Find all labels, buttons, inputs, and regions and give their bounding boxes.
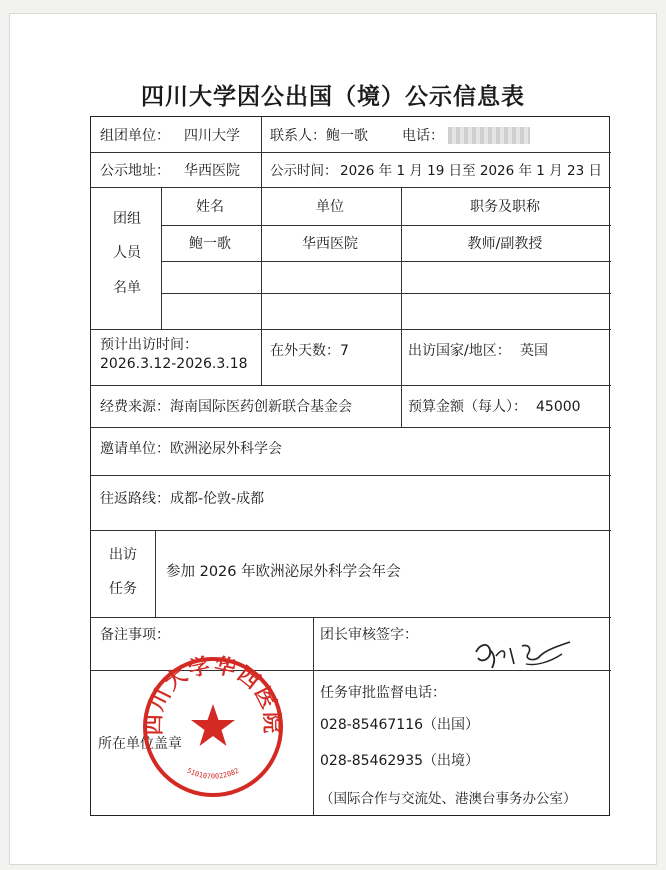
row-divider xyxy=(91,530,611,531)
budget-label: 预算金额（每人）： xyxy=(408,399,527,415)
leader-sign-label: 团长审核签字： xyxy=(320,627,418,643)
member-unit: 华西医院 xyxy=(302,236,358,252)
col-divider xyxy=(261,117,262,187)
route-label: 往返路线： xyxy=(100,491,170,507)
contact-label: 联系人： xyxy=(270,128,326,144)
org-label: 组团单位： xyxy=(100,128,170,144)
header-title: 职务及职称 xyxy=(470,199,540,215)
visit-time-value: 2026.3.12-2026.3.18 xyxy=(100,356,248,372)
supervision-office: （国际合作与交流处、港澳台事务办公室） xyxy=(320,791,577,807)
row-divider xyxy=(161,225,611,226)
funding-label: 经费来源： xyxy=(100,399,170,415)
col-divider xyxy=(401,187,402,427)
member-name: 鲍一歌 xyxy=(189,236,231,252)
stamp-area-label: 所在单位盖章 xyxy=(98,736,182,752)
visit-time-label: 预计出访时间： xyxy=(100,337,198,353)
task-label-2: 任务 xyxy=(109,581,137,597)
days-value: 7 xyxy=(340,343,349,359)
row-divider xyxy=(161,293,611,294)
supervision-phone-out: 028-85467116（出国） xyxy=(320,717,480,733)
official-seal-icon xyxy=(138,652,288,802)
funding-value: 海南国际医药创新联合基金会 xyxy=(170,399,352,415)
row-divider xyxy=(91,187,611,188)
row-divider xyxy=(91,427,611,428)
page-title: 四川大学因公出国（境）公示信息表 xyxy=(141,84,525,110)
row-divider xyxy=(91,385,611,386)
members-side-label-2: 人员 xyxy=(113,245,141,261)
seal-text: 四川大学华西医院 xyxy=(141,652,285,736)
header-unit: 单位 xyxy=(316,199,344,215)
country-label: 出访国家/地区： xyxy=(408,343,511,359)
address-value: 华西医院 xyxy=(184,163,240,179)
col-divider xyxy=(313,617,314,815)
row-divider xyxy=(161,261,611,262)
task-label-1: 出访 xyxy=(109,547,137,563)
org-value: 四川大学 xyxy=(184,128,240,144)
inviter-value: 欧洲泌尿外科学会 xyxy=(170,441,282,457)
supervision-label: 任务审批监督电话： xyxy=(320,685,446,701)
row-divider xyxy=(91,152,611,153)
publish-time-label: 公示时间： xyxy=(270,163,338,179)
row-divider xyxy=(91,329,611,330)
col-divider xyxy=(261,187,262,385)
days-label: 在外天数： xyxy=(270,343,340,359)
phone-label: 电话： xyxy=(402,128,444,144)
seal-number: 5101070022082 xyxy=(185,766,241,781)
budget-value: 45000 xyxy=(536,399,581,415)
route-value: 成都-伦敦-成都 xyxy=(170,491,265,507)
publish-time-value: 2026 年 1 月 19 日至 2026 年 1 月 23 日 xyxy=(340,163,602,179)
address-label: 公示地址： xyxy=(100,163,170,179)
header-name: 姓名 xyxy=(196,199,224,215)
row-divider xyxy=(91,475,611,476)
members-side-label-1: 团组 xyxy=(113,211,141,227)
task-value: 参加 2026 年欧洲泌尿外科学会年会 xyxy=(166,564,401,580)
row-divider xyxy=(91,617,611,618)
members-side-label-3: 名单 xyxy=(113,280,141,296)
leader-signature xyxy=(466,628,576,678)
redacted-phone xyxy=(448,127,530,144)
remarks-label: 备注事项： xyxy=(100,627,170,643)
member-title: 教师/副教授 xyxy=(467,236,543,252)
col-divider xyxy=(155,530,156,617)
svg-text:5101070022082 xyxy=(186,767,241,781)
country-value: 英国 xyxy=(520,343,548,359)
inviter-label: 邀请单位： xyxy=(100,441,170,457)
supervision-phone-border: 028-85462935（出境） xyxy=(320,753,480,769)
contact-value: 鲍一歌 xyxy=(326,128,368,144)
